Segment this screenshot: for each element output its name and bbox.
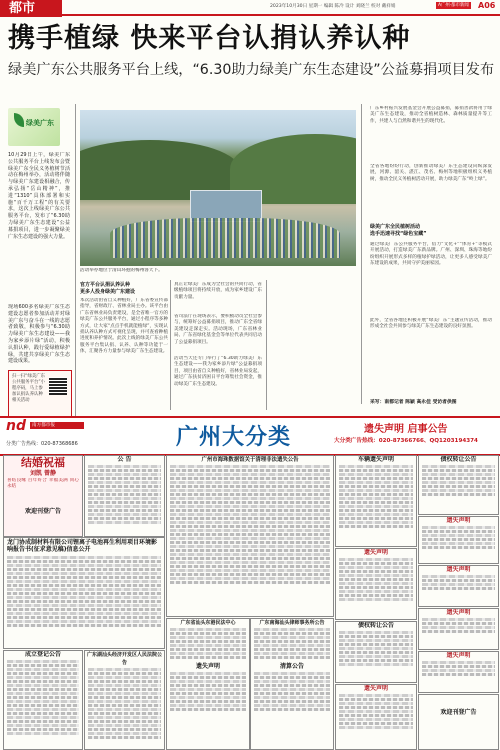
notice-9 [166, 618, 250, 750]
section1-body: 本次活动由省自义种植好，广东省委宣传部指导，省财政厅、省林业局主办。该平台由广东省林业局负责建设，是全省唯一官方的绿美广东公共服务平台，通过小程序等多种方式，让大家“点点手机就能植绿”，实现认捐认养认种方式可视化呈现，并可查看种植进度和养护情况。此次上线的绿美广东公共服务平台集认捐、认养、认种等功能于一体，汇聚各方力量参与绿美广东生态建设。 [80, 298, 168, 355]
headline-main: 携手植绿 快来平台认捐认养认种 [8, 23, 411, 54]
right-body-3: 通过绿美广东公共服务平台，借力“文化+”“体育+”等模式开展活动，打造绿美广东新品牌。广州、深圳、珠海等地纷纷组织开展形式多样的植绿护绿活动，让更多人感受绿美广东建设的成果，共同守护美丽家园。 [370, 242, 492, 267]
notice-3 [335, 455, 417, 547]
notice-2 [166, 455, 334, 617]
notice-15 [418, 565, 499, 607]
logo-text: 绿美广东 [26, 119, 54, 127]
welcome-ad-2-title: 欢迎刊登广告 [440, 709, 477, 716]
welcome-ad-1: 欢迎刊登广告 [24, 508, 61, 515]
notice-11-title: 遗失声明 [195, 662, 220, 670]
classified-hotline: 大分类广告热线：020-87366766、QQ1203194374 [334, 438, 478, 444]
classified-slogan: 遗失声明 启事公告 [364, 424, 448, 435]
notice-14-title: 遗失声明 [363, 685, 388, 692]
photo-crowd [110, 218, 340, 258]
notice-15-title: 遗失声明 [446, 566, 471, 573]
page-number: A06 [478, 1, 496, 10]
notice-13-title: 债权转让公告 [357, 622, 394, 629]
wedding-note: 喜结良缘 百年好合 幸福美满 同心永结 [7, 478, 79, 490]
notice-5-title: 遗失声明 [363, 549, 388, 556]
headline-sub: 绿美广东公共服务平台上线，“6.30助力绿美广东生态建设”公益募捐项目发布 [8, 62, 495, 78]
date-line: 2023年10月30日 星期一 编辑 陈冷 设计 刘晓兰 校对 戴祥娟 [270, 4, 396, 9]
header-rule [62, 14, 500, 16]
right-subtitle: 绿美广东全民植树活动 选手迅速寻找“绿色宝藏” [370, 224, 427, 237]
notice-2-title: 广州市海珠数据馆关于清理非法遗失公告 [201, 457, 299, 463]
nd-logo-sub: 南方都市报 [30, 422, 84, 429]
notice-4-title: 债权转让公告 [440, 456, 477, 463]
wedding-ad [3, 455, 83, 537]
column-rule [75, 104, 76, 454]
notice-5 [335, 548, 417, 620]
lead-paragraph-2: 现场600多名绿美广东生态建设志愿者参加活动并对绿美广东与奋斗在一线的志愿者致敬，积极参与“6.30助力绿美广东生态建设——我为家乡添片绿”活动，积极认捐认种，践行爱绿植绿护绿，共建共享绿美广东生态建设成果。 [8, 304, 70, 364]
notice-6-title: 遗失声明 [446, 517, 471, 524]
column-rule [266, 280, 267, 410]
page-tag: A广州·都市新闻 [438, 3, 469, 8]
nd-phone: 分类广告热线：020-87368686 [6, 441, 78, 447]
notice-register-title: 成立登记公告 [24, 651, 61, 658]
long-notice-title: 龙门协成制材料有限公司锂离子电池再生利用项目环境影响报告书(征求意见稿)信息公开 [7, 539, 158, 554]
notice-8 [84, 650, 165, 750]
notice-6 [418, 516, 499, 564]
notice-9-title: 广东省汕头东港民法中心 [180, 620, 236, 626]
welcome-ad-2 [418, 694, 499, 750]
section2-body: 省司法厅在现场表示，要积极动员全社会参与，统筹好公益募捐项目，推动广东全省绿美建设走深走实。活动现场，广东省林业局、广东省绿化基金会等单位代表共同启动了公益募捐项目。 [174, 314, 262, 345]
event-photo [80, 110, 356, 266]
notice-14 [335, 684, 417, 750]
notice-1 [84, 455, 165, 537]
section2-body-2: 活动当天还专门举行了“6.30助力绿美广东生态建设——我为家乡添片绿”公益募捐项目，项目由省自义种植好，省林业局发起，通过广东扶贫济困日平台筹集社会资金，推动绿美广东生态建设。 [174, 356, 262, 387]
notice-10 [250, 618, 334, 750]
column-rule [170, 280, 171, 410]
byline: 采写：南都记者 陈颖 高永佳 受访者供图 [370, 400, 457, 405]
section1-title: 官方平台认捐认养认种 更多人投身绿美广东建设 [80, 282, 136, 295]
right-body: 广东乡村振兴发展基金会开展公益募捐，募捐善款将用于绿美广东生态建设，推动全省植树造林、森林质量提升等工作，共建人与自然和谐共生的现代化。 [370, 106, 492, 124]
right-body-2: 全省各地纷纷行动，创新推动绿美广东生态建设向纵深发展，河源、韶关、湛江、茂名、梅州等地积极组织义务植树，推动全民义务植树活动开展，助力绿美广东“岭上绿”。 [370, 164, 492, 182]
notice-8-title: 广东湖汕头经济开发区人民法院公告 [86, 652, 162, 666]
qr-caption: 扫一扫“绿美广东公共服务平台”小程序码，马上参加认捐认养认种相关活动 [12, 374, 46, 403]
nd-logo: nd [6, 418, 26, 434]
lead-paragraph: 10月29日上午，绿美广东公共服务平台上线发布会暨绿美广东全民义务植树节活动在梅州举办，活动将伴随与绿美广东建设相融合，传承弘扬“岳山精神”，推进“1310”具体部署和实施“百千万工程”的有关要求，这次上线绿美广东公共服务平台，发布了“6.30助力绿美广东生态建设”公益募捐项目，进一步凝聚绿美广东生态建设的强大力量。 [8, 152, 70, 240]
qr-code-icon [49, 377, 67, 395]
notice-17-title: 遗失声明 [446, 652, 471, 659]
notice-12-title: 清算公告 [279, 662, 304, 670]
photo-caption: 活动举办地位于清山环抱的梅州客天下。 [80, 268, 163, 273]
right-body-4: 此外，全省各地还积极开展“绿美广东”主题宣传活动，推动形成全社会共同参与绿美广东生态建设的良好氛围。 [370, 318, 492, 330]
notice-10-title: 广东南海汕头律师事务所公告 [259, 620, 325, 626]
wedding-names: 刘凯 曾静 [29, 470, 57, 477]
notice-16 [418, 608, 499, 650]
long-notice [3, 537, 165, 649]
notice-16-title: 遗失声明 [446, 609, 471, 616]
classified-title: 广州大分类 [176, 425, 292, 450]
wedding-title: 结婚祝福 [21, 456, 65, 469]
column-rule [361, 104, 362, 404]
green-logo [8, 108, 60, 146]
notice-register [3, 650, 83, 750]
section-label: 都市 [9, 1, 36, 16]
notice-17 [418, 651, 499, 693]
leaf-icon [14, 113, 24, 127]
notice-3-title: 车辆遗失声明 [357, 456, 394, 463]
section1-body-2: 真正让绿美广东成为全社会的共同行动，省级植绿项目将持续开放，成为家乡建设广东贡献力量。 [174, 282, 262, 300]
notice-4 [418, 455, 499, 515]
notice-1-title: 公 告 [117, 456, 132, 463]
notice-13 [335, 621, 417, 683]
